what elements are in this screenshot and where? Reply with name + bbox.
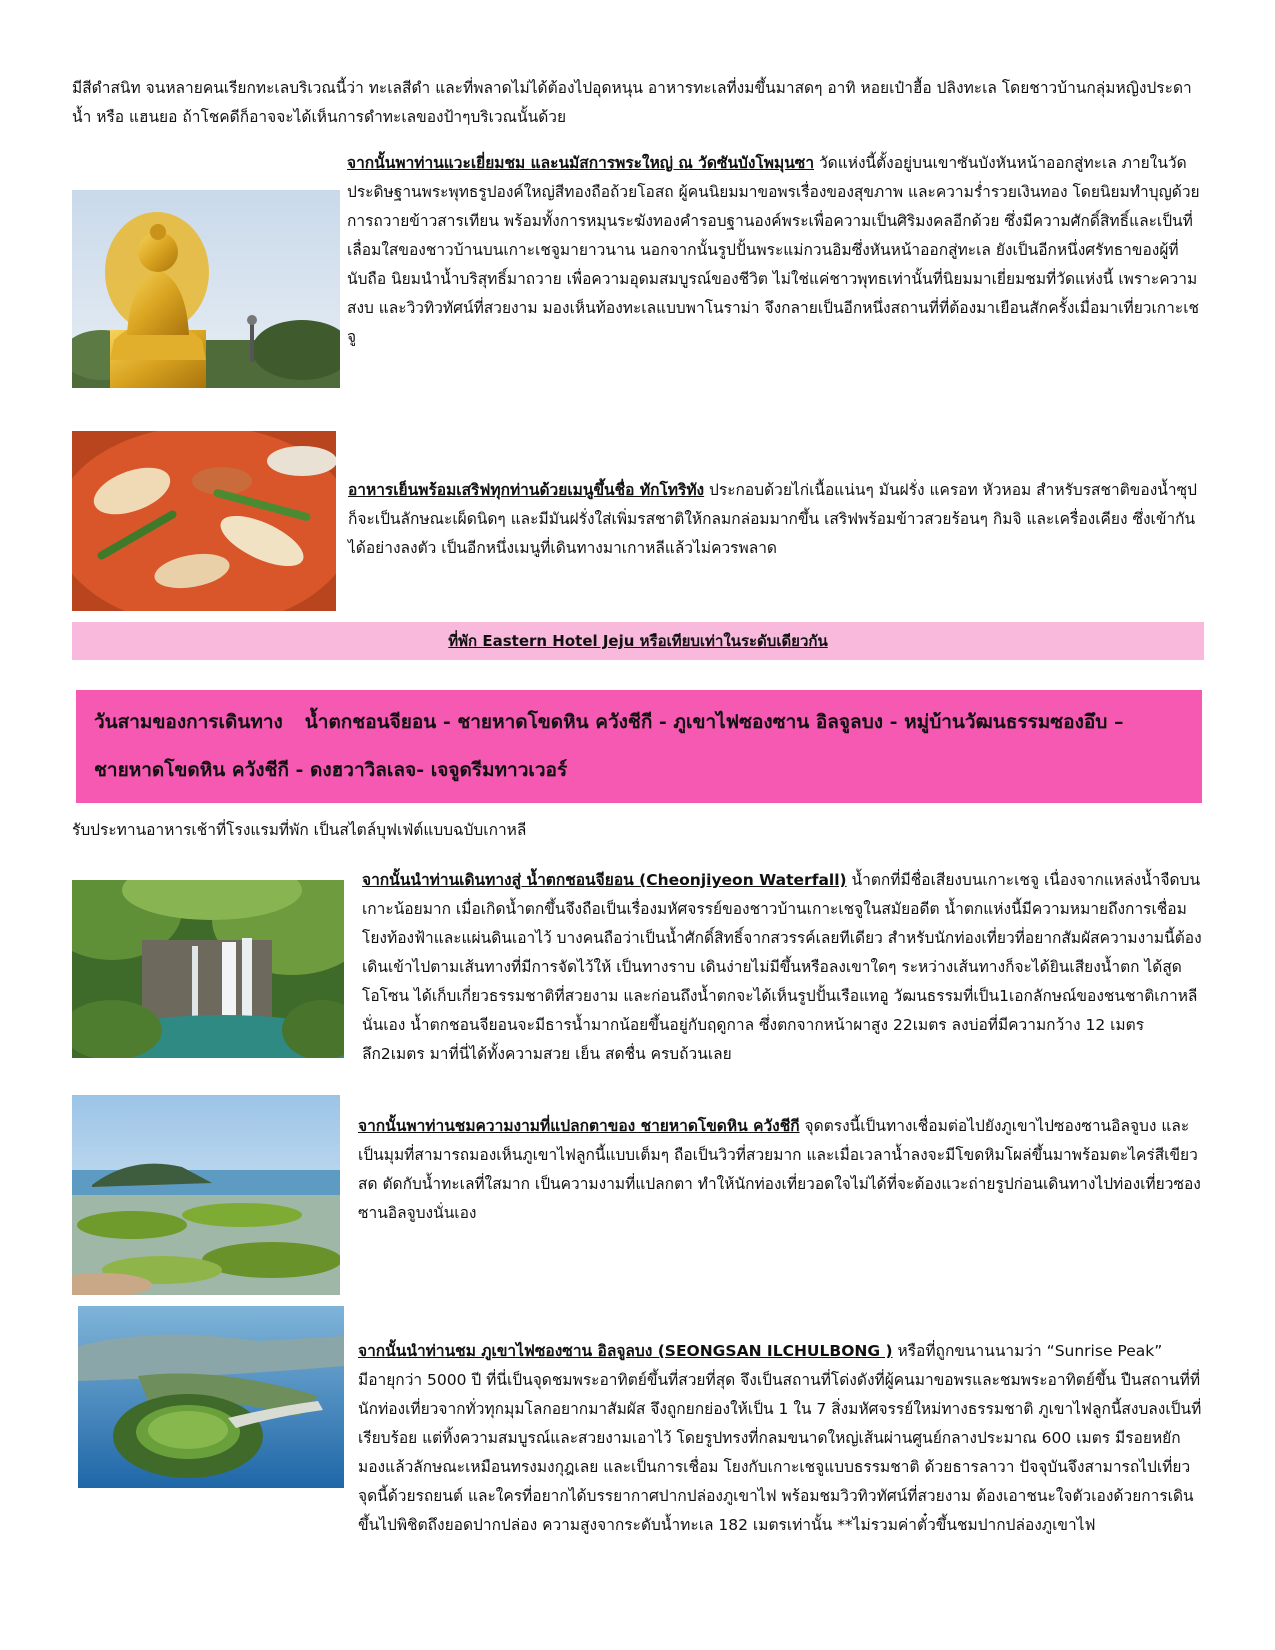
beach-paragraph <box>358 1112 1202 1228</box>
beach-text: จุดตรงนี้เป็นทางเชื่อมต่อไปยังภูเขาไปซองซานอิลจูบง และเป็นมุมที่สามารถมองเห็นภูเขาไฟลูกนี้แบบเต็มๆ ถือเป็นวิวที่สวยมาก และเมื่อเวลาน้ำลงจะมีโขดหิมโผล่ขึ้นมาพร้อมตะไคร่สีเขียวสด ตัดกับน้ำทะเลที่ใสมาก เป็นความงามที่แปลกตา ทำให้นักท่องเที่ยวอดใจไม่ได้ที่จะต้องแวะถ่ายรูปก่อนเดินทางไปท่องเที่ยวซองซานอิลจูบงนั่นเอง <box>358 1117 1201 1222</box>
temple-heading: จากนั้นพาท่านแวะเยี่ยมชม และนมัสการพระใหญ่ ณ วัดซันบังโพมุนซา <box>347 154 815 172</box>
gwangchigi-beach-photo <box>72 1095 340 1295</box>
day3-banner <box>76 690 1202 803</box>
volcano-heading: จากนั้นนำท่านชม ภูเขาไฟซองซาน อิลจูลบง (SEONGSAN ILCHULBONG ) <box>358 1342 893 1360</box>
buddha-statue-photo <box>72 190 340 388</box>
dinner-paragraph <box>348 476 1202 563</box>
day3-route: น้ำตกชอนจียอน - ชายหาดโขดหิน ควังชีกี - ภูเขาไฟซองซาน อิลจูลบง - หมู่บ้านวัฒนธรรมซองอึบ – ชายหาดโขดหิน ควังชีกี - ดงฮวาวิลเลจ- เจจูดรีมทาวเวอร์ <box>94 711 1124 781</box>
waterfall-text: น้ำตกที่มีชื่อเสียงบนเกาะเชจู เนื่องจากแหล่งน้ำจืดบนเกาะน้อยมาก เมื่อเกิดน้ำตกขึ้นจึงถือเป็นเรื่องมหัศจรรย์ของชาวบ้านเกาะเชจูในสมัยอดีต น้ำตกแห่งนี้มีความหมายถึงการเชื่อมโยงท้องฟ้าและแผ่นดินเอาไว้ บางคนถือว่าเป็นน้ำศักดิ์สิทธิ์จากสวรรค์เลยทีเดียว สำหรับนักท่องเที่ยวที่อยากสัมผัสความงามนี้ต้องเดินเข้าไปตามเส้นทางที่มีการจัดไว้ให้ เป็นทางราบ เดินง่ายไม่มีขึ้นหรือลงเขาใดๆ ระหว่างเส้นทางก็จะได้ยินเสียงน้ำตก ได้สูดโอโซน ได้เก็บเกี่ยวธรรมชาติที่สวยงาม และก่อนถึงน้ำตกจะได้เห็นรูปปั้นเรือแทอู วัฒนธรรมที่เป็น1เอกลักษณ์ของชนชาติเกาหลีนั่นเอง น้ำตกชอนจียอนจะมีธารน้ำมากน้อยขึ้นอยู่กับฤดูกาล ซึ่งตกจากหน้าผาสูง 22เมตร ลงบ่อที่มีความกว้าง 12 เมตร ลึก2เมตร มาที่นี่ได้ทั้งความสวย เย็น สดชื่น ครบถ้วนเลย <box>362 871 1202 1063</box>
dinner-text: ประกอบด้วยไก่เนื้อแน่นๆ มันฝรั่ง แครอท หัวหอม สำหรับรสชาติของน้ำซุปก็จะเป็นลักษณะเผ็ดนิดๆ และมีมันฝรั่งใส่เพิ่มรสชาติให้กลมกล่อมมากขึ้น เสริฟพร้อมข้าวสวยร้อนๆ กิมจิ และเครื่องเคียง ซึ่งเข้ากันได้อย่างลงตัว เป็นอีกหนึ่งเมนูที่เดินทางมาเกาหลีแล้วไม่ควรพลาด <box>348 481 1197 557</box>
intro-paragraph: มีสีดำสนิท จนหลายคนเรียกทะเลบริเวณนี้ว่า ทะเลสีดำ และที่พลาดไม่ได้ต้องไปอุดหนุน อาหารทะเลที่งมขึ้นมาสดๆ อาทิ หอยเป๋าฮื้อ ปลิงทะเล โดยชาวบ้านกลุ่มหญิงประดาน้ำ หรือ แฮนยอ ถ้าโชคดีก็อาจจะได้เห็นการดำทะเลของป้าๆบริเวณนั้นด้วย <box>72 79 1192 126</box>
day3-label: วันสามของการเดินทาง <box>94 711 283 733</box>
waterfall-heading: จากนั้นนำท่านเดินทางสู่ น้ำตกชอนจียอน (Cheonjiyeon Waterfall) <box>362 871 847 889</box>
dakdoritang-dish-photo <box>72 431 336 611</box>
volcano-paragraph <box>72 1337 1202 1540</box>
accommodation-bar <box>72 622 1204 660</box>
accommodation-text: ที่พัก Eastern Hotel Jeju หรือเทียบเท่าในระดับเดียวกัน <box>448 632 828 650</box>
cheonjiyeon-waterfall-photo <box>72 880 344 1058</box>
volcano-text: หรือที่ถูกขนานนามว่า “Sunrise Peak” มีอายุกว่า 5000 ปี ที่นี่เป็นจุดชมพระอาทิตย์ขึ้นที่สวยที่สุด จึงเป็นสถานที่โด่งดังที่ผู้คนมาขอพรและชมพระอาทิตย์ขึ้น ปืนสถานที่ที่นักท่องเที่ยวจากทั่วทุกมุมโลกอยากมาสัมผัส จึงถูกยกย่องให้เป็น 1 ใน 7 สิ่งมหัศจรรย์ใหม่ทางธรรมชาติ ภูเขาไฟลูกนี้สงบลงเป็นที่เรียบร้อย แต่ทิ้งความสมบูรณ์และสวยงามเอาไว้ โดยรูปทรงที่กลมขนาดใหญ่เส้นผ่านศูนย์กลางประมาณ 600 เมตร มีรอยหยักมองแล้วลักษณะเหมือนทรงมงกุฎเลย และเป็นการเชื่อม โยงกับเกาะเชจูแบบธรรมชาติ ด้วยธารลาวา ปัจจุบันจึงสามารถไปเที่ยวจุดนี้ด้วยรถยนต์ และใครที่อยากได้บรรยากาศปากปล่องภูเขาไฟ พร้อมชมวิวทิวทัศน์ที่สวยงาม ต้องเอาชนะใจตัวเองด้วยการเดินขึ้นไปพิชิตถึงยอดปากปล่อง ความสูงจากระดับน้ำทะเล 182 เมตรเท่านั้น **ไม่รวมค่าตั๋วขึ้นชมปากปล่องภูเขาไฟ <box>358 1342 1202 1534</box>
beach-heading: จากนั้นพาท่านชมความงามที่แปลกตาของ ชายหาดโขดหิน ควังชีกี <box>358 1117 800 1135</box>
breakfast-line: รับประทานอาหารเช้าที่โรงแรมที่พัก เป็นสไตล์บุฟเฟ่ต์แบบฉบับเกาหลี <box>72 821 527 839</box>
temple-text: วัดแห่งนี้ตั้งอยู่บนเขาซันบังหันหน้าออกสู่ทะเล ภายในวัดประดิษฐานพระพุทธรูปองค์ใหญ่สีทองถือถ้วยโอสถ ผู้คนนิยมมาขอพรเรื่องของสุขภาพ และความร่ำรวยเงินทอง โดยนิยมทำบุญด้วยการถวายข้าวสารเทียน พร้อมทั้งการหมุนระฆังทองคำรอบฐานองค์พระเพื่อความเป็นศิริมงคลอีกด้วย ซึ่งมีความศักดิ์สิทธิ์และเป็นที่เลื่อมใสของชาวบ้านบนเกาะเชจูมายาวนาน นอกจากนั้นรูปปั้นพระแม่กวนอิมซึ่งหันหน้าออกสู่ทะเล ยังเป็นอีกหนึ่งศรัทธาของผู้ที่นับถือ นิยมนำน้ำบริสุทธิ์มาถวาย เพื่อความอุดมสมบูรณ์ของชีวิต ไม่ใช่แค่ชาวพุทธเท่านั้นที่นิยมมาเยี่ยมชมที่วัดแห่งนี้ เพราะความสงบ และวิวทิวทัศน์ที่สวยงาม มองเห็นท้องทะเลแบบพาโนราม่า จึงกลายเป็นอีกหนึ่งสถานที่ที่ต้องมาเยือนสักครั้งเมื่อมาเที่ยวเกาะเชจู <box>347 154 1200 346</box>
dinner-heading: อาหารเย็นพร้อมเสริฟทุกท่านด้วยเมนูขึ้นชื่อ ทักโทริทัง <box>348 481 705 499</box>
